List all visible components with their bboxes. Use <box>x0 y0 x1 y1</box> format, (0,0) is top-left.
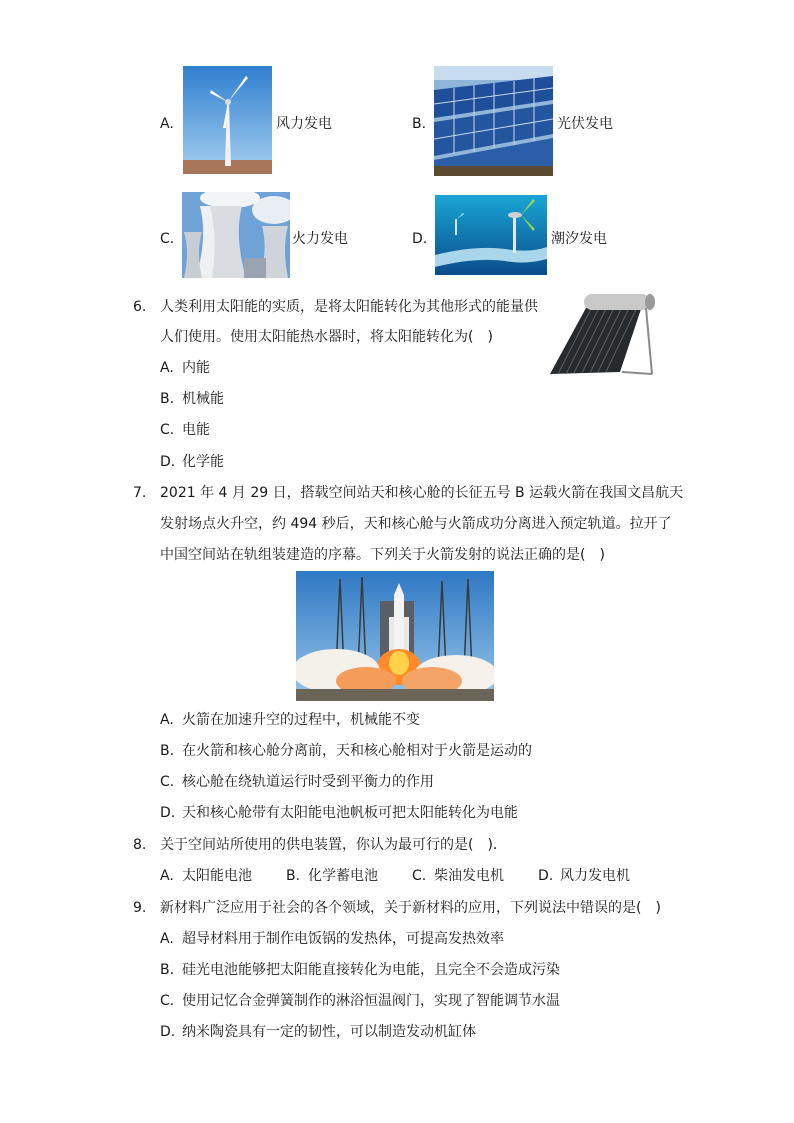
option-text: 纳米陶瓷具有一定的韧性，可以制造发动机缸体 <box>182 1024 476 1040</box>
question-number: 7. <box>133 485 147 501</box>
option-letter: D. <box>160 454 176 470</box>
option-letter: A. <box>160 931 174 947</box>
option-text: 核心舱在绕轨道运行时受到平衡力的作用 <box>182 774 434 790</box>
option-text: 超导材料用于制作电饭锅的发热体，可提高发热效率 <box>182 931 504 947</box>
question-stem-line: 中国空间站在轨组装建造的序幕。下列关于火箭发射的说法正确的是( ) <box>160 547 605 563</box>
option-text: 化学能 <box>182 454 224 470</box>
option-text: 火箭在加速升空的过程中，机械能不变 <box>182 712 420 728</box>
option-text: 在火箭和核心舱分离前，天和核心舱相对于火箭是运动的 <box>182 743 532 759</box>
option-letter: B. <box>160 962 175 978</box>
option-letter: C. <box>412 868 427 884</box>
wind-turbine-photo <box>183 66 272 174</box>
question-stem-line: 发射场点火升空，约 494 秒后，天和核心舱与火箭成功分离进入预定轨道。拉开了 <box>160 516 672 532</box>
option-label: 火力发电 <box>292 231 348 247</box>
question-stem: 新材料广泛应用于社会的各个领域，关于新材料的应用，下列说法中错误的是( ) <box>160 900 661 916</box>
option-text: 电能 <box>182 422 210 438</box>
option-letter: A. <box>160 360 174 376</box>
option-text: 内能 <box>182 360 210 376</box>
option-letter: C. <box>160 993 175 1009</box>
option-text: 化学蓄电池 <box>308 868 378 884</box>
option-text: 太阳能电池 <box>182 868 252 884</box>
question-number: 6. <box>133 299 147 315</box>
question-stem-line: 人类利用太阳能的实质，是将太阳能转化为其他形式的能量供 <box>160 299 538 315</box>
solar-water-heater-photo <box>548 292 658 380</box>
rocket-launch-photo <box>296 571 494 701</box>
cooling-tower-photo <box>182 192 290 278</box>
question-stem: 关于空间站所使用的供电装置，你认为最可行的是( )． <box>160 837 507 853</box>
question-stem-line: 人们使用。使用太阳能热水器时，将太阳能转化为( ) <box>160 329 493 345</box>
option-letter: D. <box>160 805 176 821</box>
tidal-turbine-photo <box>435 195 547 275</box>
option-letter: C. <box>160 774 175 790</box>
option-text: 天和核心舱带有太阳能电池帆板可把太阳能转化为电能 <box>182 805 518 821</box>
option-text: 硅光电池能够把太阳能直接转化为电能，且完全不会造成污染 <box>182 962 560 978</box>
option-letter: D. <box>412 231 428 247</box>
option-letter: C. <box>160 231 175 247</box>
option-label: 潮汐发电 <box>551 231 607 247</box>
option-letter: B. <box>412 116 427 132</box>
option-letter: A. <box>160 868 174 884</box>
option-letter: B. <box>160 743 175 759</box>
option-letter: D. <box>538 868 554 884</box>
option-label: 光伏发电 <box>557 116 613 132</box>
option-text: 风力发电机 <box>560 868 630 884</box>
option-text: 使用记忆合金弹簧制作的淋浴恒温阀门，实现了智能调节水温 <box>182 993 560 1009</box>
question-stem-line: 2021 年 4 月 29 日，搭载空间站天和核心舱的长征五号 B 运载火箭在我国文昌航天 <box>160 485 684 501</box>
option-letter: B. <box>286 868 301 884</box>
option-letter: A. <box>160 712 174 728</box>
option-letter: B. <box>160 391 175 407</box>
option-letter: D. <box>160 1024 176 1040</box>
solar-panel-photo <box>434 66 553 176</box>
question-number: 8. <box>133 837 147 853</box>
option-text: 机械能 <box>182 391 224 407</box>
option-label: 风力发电 <box>276 116 332 132</box>
question-number: 9. <box>133 900 147 916</box>
option-text: 柴油发电机 <box>434 868 504 884</box>
option-letter: A. <box>160 116 174 132</box>
option-letter: C. <box>160 422 175 438</box>
